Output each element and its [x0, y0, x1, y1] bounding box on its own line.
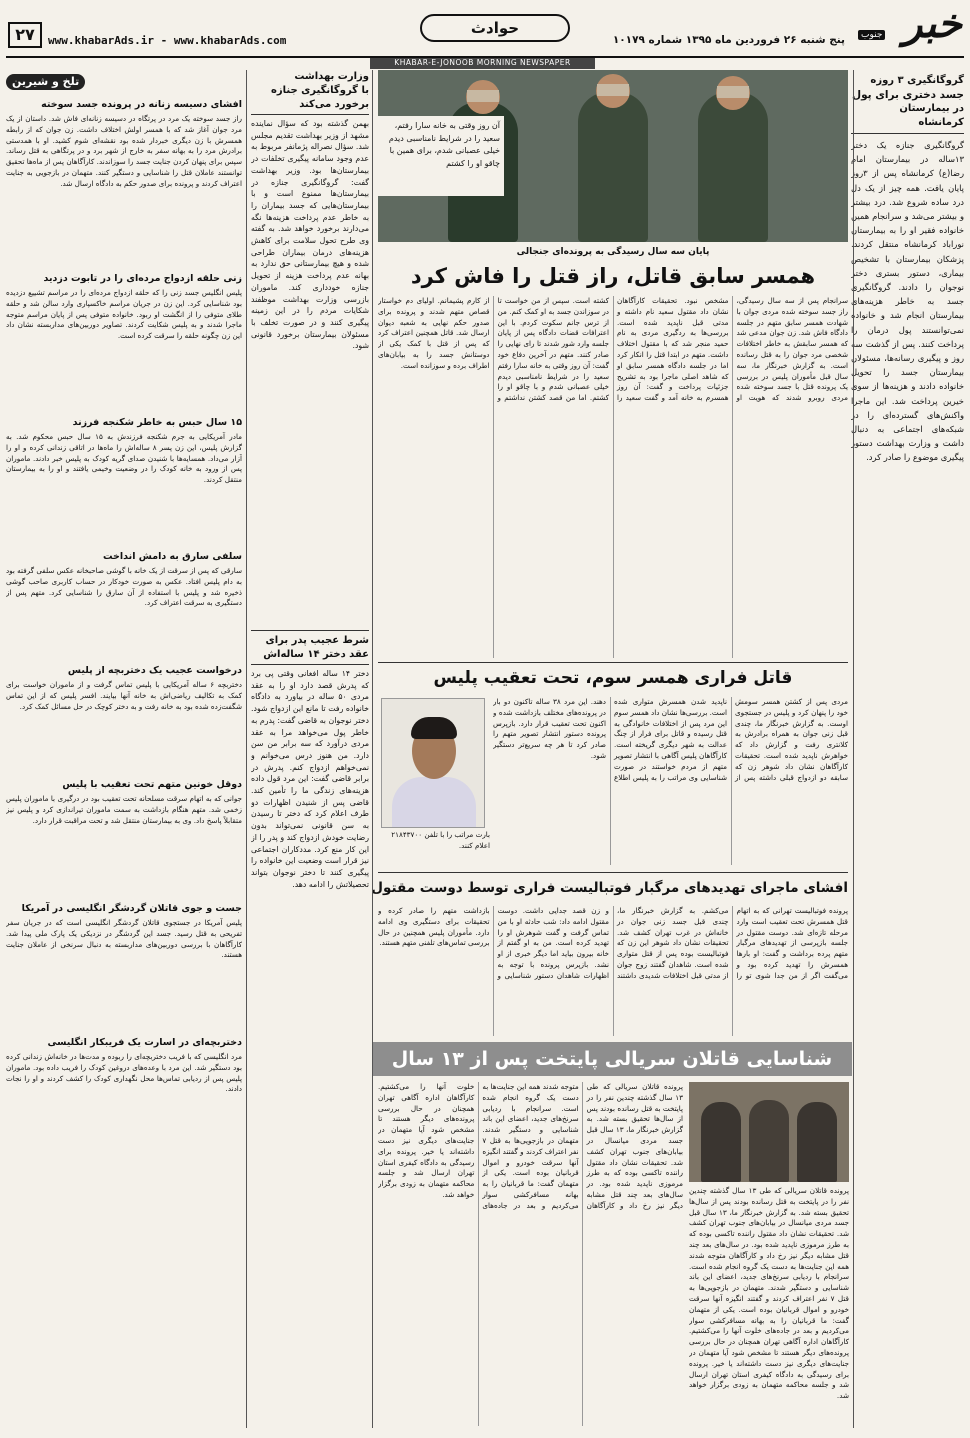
- father-title-1: شرط عجیب پدر برای: [251, 630, 369, 648]
- fugitive-body: مردی پس از کشتن همسر سومش خود را پنهان کرد و پلیس در جستجوی اوست. به گزارش خبرنگار ما، چندی قبل زنی جوان به همراه برادرش به کلانتری رفت و گزارش داد که خواهرش ناپدید شده است. تحقیقات کارآگاهان نشان داد شوهر زن که سابقه دو ازدواج قبلی داشته پس از ناپدید شدن همسرش متواری شده است. بررسی‌ها نشان داد همسر سوم این مرد پس از اختلافات خانوادگی به قتل رسیده و قاتل برای فرار از چنگ عدالت به شهر دیگری گریخته است. کارآگاهان پلیس آگاهی با انتشار تصویر متهم از مردم خواستند در صورت شناسایی وی مراتب را به پلیس اطلاع دهند. این مرد ۳۸ ساله تاکنون دو بار در پرونده‌های مختلف بازداشت شده و اکنون تحت تعقیب قرار دارد. بازپرس پرونده دستور انتشار تصویر متهم را صادر کرد تا هر چه سریع‌تر دستگیر شود.: [493, 697, 848, 782]
- left-item-body: مرد انگلیسی که با فریب دختربچه‌ای را ربوده و مدت‌ها در خانه‌اش زندانی کرده بود دستگیر شد. این مرد با وعده‌های دروغین کودک را فریب داده بود. ماموران پلیس پس از ردیابی تماس‌ها محل نگهداری کودک را کشف کردند و او را نجات دادند.: [6, 1052, 242, 1094]
- top-story-kicker: پایان سه سال رسیدگی به پرونده‌ای جنجالی: [516, 247, 710, 257]
- health-title-3: برخورد می‌کند: [251, 98, 369, 115]
- left-item-title: جست و جوی قاتلان گردشگر انگلیسی در آمریکا: [21, 903, 242, 914]
- health-body: بهمن گذشته بود که سؤال نماینده مشهد از وزیر بهداشت تقدیم مجلس شد. سؤال نصراله پژمانفر مربوط به عدم وجود سامانه پیگیری تخلفات در بیمارستان‌ها بود. وزیر بهداشت گفت: گروگانگیری جنازه در بیمارستان‌ها ممنوع است و با بیمارستان‌هایی که جسد بیماران را به خاطر عدم پرداخت هزینه‌ها نگه می‌دارند برخورد خواهد شد. به گفته وی طرح تحول سلامت برای کاهش هزینه‌های درمان بیماران طراحی شده و هیچ بیمارستانی حق ندارد به بهانه عدم پرداخت هزینه از تحویل جنازه خودداری کند. ماموران بازرسی وزارت بهداشت موظفند شکایات مردم را در این زمینه پیگیری کنند و در صورت تخلف با مسئولان بیمارستان برخورد قانونی شود.: [251, 119, 369, 351]
- right-title-1: گروگانگیری ۳ روزه: [870, 75, 964, 86]
- portrait-shirt: [392, 777, 476, 827]
- serial-body-main: پرونده قاتلان سریالی که طی ۱۳ سال گذشته چندین نفر را در پایتخت به قتل رسانده بودند پس از سال‌ها تحقیق بسته شد. به گزارش خبرنگار ما، ۱۳ سال قبل جسد مردی میانسال در بیابان‌های جنوب تهران کشف شد. تحقیقات نشان داد مقتول راننده تاکسی بوده که به طرز مرموزی ناپدید شده بود. در سال‌های بعد چند قتل مشابه دیگر نیز رخ داد و کارآگاهان متوجه شدند همه این جنایت‌ها به دست یک گروه انجام شده است. سرانجام با ردیابی سرنخ‌های جدید، اعضای این باند شناسایی و دستگیر شدند. متهمان در بازجویی‌ها به قتل ۷ نفر اعتراف کردند و گفتند انگیزه آنها سرقت خودرو و اموال قربانیان بوده است. یکی از متهمان گفت: ما قربانیان را به بهانه مسافرکشی سوار می‌کردیم و بعد در جاده‌های خلوت آنها را می‌کشتیم. کارآگاهان اداره آگاهی تهران همچنان در حال بررسی پرونده‌های دیگر هستند تا مشخص شود آیا متهمان در جنایت‌های دیگری نیز دست داشته‌اند یا خیر. پرونده برای رسیدگی به دادگاه کیفری استان تهران ارسال شد و جلسه محاکمه متهمان به زودی برگزار خواهد شد.: [378, 1082, 683, 1210]
- right-column: [851, 74, 964, 1426]
- left-item-title: درخواست عجیب یک دختربچه از پلیس: [67, 665, 242, 676]
- top-story-body: سرانجام پس از سه سال رسیدگی، راز جسد سوخته شده مردی جوان با شهادت همسر سابق متهم در جلسه دادگاه فاش شد. زن جوان مدعی شد که همسر سابقش به خاطر اختلافات شخصی مرد جوان را به قتل رسانده است. به گزارش خبرنگار ما، سه سال قبل مأموران پلیس در بررسی یک پرونده قتل با جسد سوخته شده مردی روبرو شدند که هویت او مشخص نبود. تحقیقات کارآگاهان نشان داد مقتول سعید نام داشته و مدتی قبل ناپدید شده است. بررسی‌ها به ردگیری مردی به نام حمید منجر شد که با مقتول اختلاف داشت. متهم در ابتدا قتل را انکار کرد اما در جلسه دادگاه همسر سابق او که شاهد اصلی ماجرا بود به تشریح جزئیات پرداخت و گفت: آن روز همسرم به خانه آمد و گفت سعید را کشته است. سپس از من خواست تا در سوزاندن جسد به او کمک کنم. من از ترس جانم سکوت کردم. با این اعترافات قضات دادگاه پس از پایان جلسه وارد شور شدند تا رای نهایی را صادر کنند. متهم در آخرین دفاع خود گفت: آن روز وقتی به خانه سارا رفتم سعید را در شرایط نامناسبی دیدم خیلی عصبانی شدم و با چاقو او را کشتم. اما من قصد کشتن نداشتم و از کارم پشیمانم. اولیای دم خواستار قصاص متهم شدند و پرونده برای صدور حکم نهایی به شعبه دیوان ارسال شد. قاتل همچنین اعتراف کرد که پس از قتل با کمک یکی از دوستانش جسد را به بیابان‌های اطراف برده و سوزانده است.: [378, 296, 848, 403]
- top-story-headline: همسر سابق قاتل، راز قتل را فاش کرد: [410, 264, 816, 288]
- left-item-title: دوقل خونین متهم تحت تعقیب با پلیس: [62, 779, 242, 790]
- left-item-title: ۱۵ سال حبس به خاطر شکنجه فرزند: [72, 417, 242, 428]
- divider: [372, 70, 373, 1428]
- left-items: [6, 98, 242, 1172]
- section-label: حوادث: [420, 14, 570, 42]
- footballer-body: پرونده فوتبالیست تهرانی که به اتهام قتل همسرش تحت تعقیب است وارد مرحله تازه‌ای شد. دوست مقتول در جلسه بازپرسی از تهدیدهای مرگبار متهم پرده برداشت و گفت: او بارها همسرش را تهدید کرده بود و می‌گفت اگر از من جدا شوی تو را می‌کشم. به گزارش خبرنگار ما، چندی قبل جسد زنی جوان در خانه‌اش در غرب تهران کشف شد. تحقیقات نشان داد شوهر این زن که فوتبالیست بوده پس از قتل متواری شده است. شاهدان گفتند زوج جوان از مدتی قبل اختلافات شدیدی داشتند و زن قصد جدایی داشت. دوست مقتول ادامه داد: شب حادثه او با من تماس گرفت و گفت شوهرش او را تهدید کرده است. من به او گفتم از خانه بیرون بیاید اما دیگر خبری از او نشد. بازپرس پرونده با توجه به اظهارات شاهدان دستور شناسایی و بازداشت متهم را صادر کرده و تحقیقات برای دستگیری وی ادامه دارد. مأموران پلیس همچنین در حال بررسی تماس‌های تلفنی متهم هستند.: [378, 906, 848, 980]
- banner-wrap: [6, 70, 242, 90]
- right-title-3: در بیمارستان کرمانشاه: [851, 102, 964, 134]
- left-item-body: پلیس آمریکا در جستجوی قاتلان گردشگر انگلیسی است که در جریان سفر تفریحی به قتل رسید. جسد این گردشگر در نزدیکی یک پارک ملی پیدا شد. کارآگاهان با بررسی دوربین‌های مداربسته به دنبال سرنخی از عاملان جنایت هستند.: [6, 918, 242, 960]
- serial-headline-bar: [372, 1042, 852, 1076]
- right-column-divider: [853, 70, 854, 1428]
- fugitive-photo-caption: بارت مراتب را با تلفن ۲۱۸۴۳۷۰۰ اعلام کنند.: [391, 830, 490, 850]
- left-item-body: جوانی که به اتهام سرقت مسلحانه تحت تعقیب بود در درگیری با ماموران پلیس زخمی شد. متهم هنگام بازداشت به سمت ماموران تیراندازی کرد و پلیس نیز متقابلاً پاسخ داد. وی به بیمارستان منتقل شد و تحت مراقبت قرار دارد.: [6, 794, 242, 825]
- face-blur: [717, 86, 749, 98]
- serial-headline: شناسایی قاتلان سریالی پایتخت پس از ۱۳ سال: [391, 1048, 833, 1070]
- english-title-bar: KHABAR-E-JONOOB MORNING NEWSPAPER: [370, 57, 595, 69]
- serial-photo: [689, 1082, 849, 1182]
- health-title-2: با گروگانگیری جنازه: [270, 85, 369, 96]
- face-blur: [467, 90, 499, 102]
- fugitive-headline: قاتل فراری همسر سوم، تحت تعقیب پلیس: [433, 668, 793, 688]
- left-item-title: زنی حلقه ازدواج مرده‌ای را در تابوت دزدید: [43, 273, 242, 284]
- footballer-headline: افشای ماجرای تهدیدهای مرگبار فوتبالیست فراری توسط دوست مقتول: [371, 880, 848, 896]
- masthead-title: خبر: [903, 0, 962, 47]
- masthead-logo: [852, 2, 962, 54]
- left-item-body: راز جسد سوخته یک مرد در پرتگاه در دسیسه زنانه‌ای فاش شد. داستان از یک مرد جوان آغاز شد که با همسر اولش اختلاف داشت. زن جوان که از رابطه همسرش با زن دیگری خبردار شده بود نقشه‌ای شوم کشید. او با همدستی برادرش مرد را به بهانه سفر به خارج از شهر برد و در پرتگاهی به قتل رساند. سپس برای پنهان کردن جنایت جسد را سوزاندند. کارآگاهان پس از ماه‌ها تحقیق توانستند عاملان قتل را شناسایی و دستگیر کنند. متهمان در بازجویی به جنایت اعتراف کردند و پرونده برای صدور حکم به دادگاه ارسال شد.: [6, 114, 242, 188]
- left-item-title: افشای دسیسه زنانه در پرونده جسد سوخته: [41, 99, 242, 110]
- left-item-body: دختربچه ۶ ساله آمریکایی با پلیس تماس گرفت و از ماموران خواست برای کمک به تکالیف ریاضی‌اش به خانه آنها بیایند. افسر پلیس که از این تماس شگفت‌زده شده بود به خانه رفت و به دختر کوچک در حل مسائل کمک کرد.: [6, 680, 242, 711]
- right-title-2: جسد دختری برای پول: [851, 89, 964, 101]
- top-story-photo: [378, 70, 848, 242]
- left-item-body: مادر آمریکایی به جرم شکنجه فرزندش به ۱۵ سال حبس محکوم شد. به گزارش پلیس، این زن پسر ۸ ساله‌اش را ماه‌ها در اتاقی زندانی کرده و او را آزار می‌داد. همسایه‌ها با شنیدن صدای گریه کودک به پلیس خبر دادند. ماموران پس از ورود به خانه کودک را در وضعیت وخیمی یافتند و او را به بیمارستان منتقل کردند.: [6, 432, 242, 485]
- left-item-body: پلیس انگلیس جسد زنی را که حلقه ازدواج مرده‌ای را در مراسم تشییع دزدیده بود شناسایی کرد. این زن در جریان مراسم خاکسپاری وارد سالن شد و حلقه طلای متوفی را از انگشت او ربود. خانواده متوفی پس از پایان مراسم متوجه ماجرا شدند و به پلیس شکایت کردند. تصاویر دوربین‌های مداربسته نشان داد این زن چگونه حلقه را سرقت کرده است.: [6, 288, 242, 341]
- left-column: [6, 70, 242, 1426]
- date-line: پنج شنبه ۲۶ فروردین ماه ۱۳۹۵ شماره ۱۰۱۷۹: [612, 34, 845, 46]
- left-item-body: سارقی که پس از سرقت از یک خانه با گوشی صاحبخانه عکس سلفی گرفته بود به دام پلیس افتاد. عکس به صورت خودکار در حساب کاربری صاحب گوشی ذخیره شد و پلیس با استفاده از آن سارق را شناسایی کرد. متهم پس از دستگیری به سرقت اعتراف کرد.: [6, 566, 242, 608]
- middle-column: [251, 70, 369, 1426]
- officer-figure: [698, 92, 768, 242]
- health-title-1: وزارت بهداشت: [294, 71, 369, 82]
- father-body: دختر ۱۴ ساله افغانی وقتی پی برد که پدرش قصد دارد او را به عقد مردی ۵۰ ساله در بیاورد به دادگاه خانواده رفت تا مانع این ازدواج شود. دختر نوجوان به قاضی گفت: پدرم به خاطر پول می‌خواهد مرا به عقد مردی درآورد که سه برابر من سن دارد. من هنوز درس می‌خوانم و نمی‌خواهم ازدواج کنم. پدرش در برابر قاضی گفت: این مرد قول داده هزینه‌های زندگی ما را تأمین کند. قاضی پس از شنیدن اظهارات دو طرف اعلام کرد که دختر تا رسیدن به سن قانونی نمی‌تواند بدون رضایت خودش ازدواج کند و پدر را از این کار منع کرد. مددکاران اجتماعی نیز قرار است وضعیت این خانواده را پیگیری کنند تا دختر نوجوان بتواند تحصیلاتش را ادامه دهد.: [251, 669, 369, 889]
- suspect-figure: [797, 1102, 837, 1182]
- father-title-2: عقد دختر ۱۴ ساله‌اش: [251, 648, 369, 665]
- portrait-hair: [411, 717, 457, 739]
- officer-figure: [578, 92, 648, 242]
- suspect-figure: [701, 1102, 741, 1182]
- right-article-body: گروگانگیری جنازه یک دختر ۱۳ساله در بیمارستان امام رضا(ع) کرمانشاه پس از ۳روز پایان یافت. همه چیز از یک دل درد ساده شروع شد. درد بیشتر و بیشتر می‌شد و سرانجام همین خانواده فقیر او را به بیمارستان نوراباد کرمانشاه منتقل کردند. پزشکان بیمارستان با تشخیص بیماری، دستور بستری دختر نوجوان را دادند. گروگانگیری جسد به خاطر هزینه‌های بیمارستان انجام شد و خانواده نمی‌توانستند پول درمان را پرداخت کنند. پس از گذشت سه روز و پیگیری رسانه‌ها، مسئولان بیمارستان جسد را تحویل خانواده دادند و هزینه‌ها از سوی خیرین پرداخت شد. این ماجرا واکنش‌های گسترده‌ای را در شبکه‌های اجتماعی به دنبال داشت و وزارت بهداشت دستور پیگیری موضوع را صادر کرد.: [851, 140, 964, 463]
- masthead-subtitle: جنوب: [858, 30, 885, 40]
- serial-body-right: پرونده قاتلان سریالی که طی ۱۳ سال گذشته چندین نفر را در پایتخت به قتل رسانده بودند پس از سال‌ها تحقیق بسته شد. به گزارش خبرنگار ما، ۱۳ سال قبل جسد مردی میانسال در بیابان‌های جنوب تهران کشف شد. تحقیقات نشان داد مقتول راننده تاکسی بوده که به طرز مرموزی ناپدید شده بود. در سال‌های بعد چند قتل مشابه دیگر نیز رخ داد و کارآگاهان متوجه شدند همه این جنایت‌ها به دست یک گروه انجام شده است. سرانجام با ردیابی سرنخ‌های جدید، اعضای این باند شناسایی و دستگیر شدند. متهمان در بازجویی‌ها به قتل ۷ نفر اعتراف کردند و گفتند انگیزه آنها سرقت خودرو و اموال قربانیان بوده است. یکی از متهمان گفت: ما قربانیان را به بهانه مسافرکشی سوار می‌کردیم و بعد در جاده‌های خلوت آنها را می‌کشتیم. کارآگاهان اداره آگاهی تهران همچنان در حال بررسی پرونده‌های دیگر هستند تا مشخص شود آیا متهمان در جنایت‌های دیگری نیز دست داشته‌اند یا خیر. پرونده برای رسیدگی به دادگاه کیفری استان تهران ارسال شد و جلسه محاکمه متهمان به زودی برگزار خواهد شد.: [689, 1186, 849, 1401]
- photo-caption: [378, 116, 504, 196]
- left-item-title: سلفی سارق به دامش انداخت: [102, 551, 242, 562]
- divider: [378, 662, 848, 663]
- left-item-title: دختربچه‌ای در اسارت یک فریبکار انگلیسی: [47, 1037, 242, 1048]
- suspect-figure: [749, 1100, 789, 1182]
- photo-caption-text: آن روز وقتی به خانه سارا رفتم، سعید را در شرایط نامناسبی دیدم خیلی عصبانی شدم، برای همین با چاقو او را کشتم: [388, 121, 500, 168]
- divider: [246, 70, 247, 1428]
- header-rule: [6, 56, 964, 58]
- website-line: www.khabarAds.ir - www.khabarAds.com: [48, 34, 287, 47]
- fugitive-photo: [381, 698, 485, 828]
- divider: [378, 872, 848, 873]
- page-number: ۲۷: [8, 22, 42, 48]
- face-blur: [597, 84, 629, 96]
- left-banner: تلخ و شیرین: [6, 74, 85, 90]
